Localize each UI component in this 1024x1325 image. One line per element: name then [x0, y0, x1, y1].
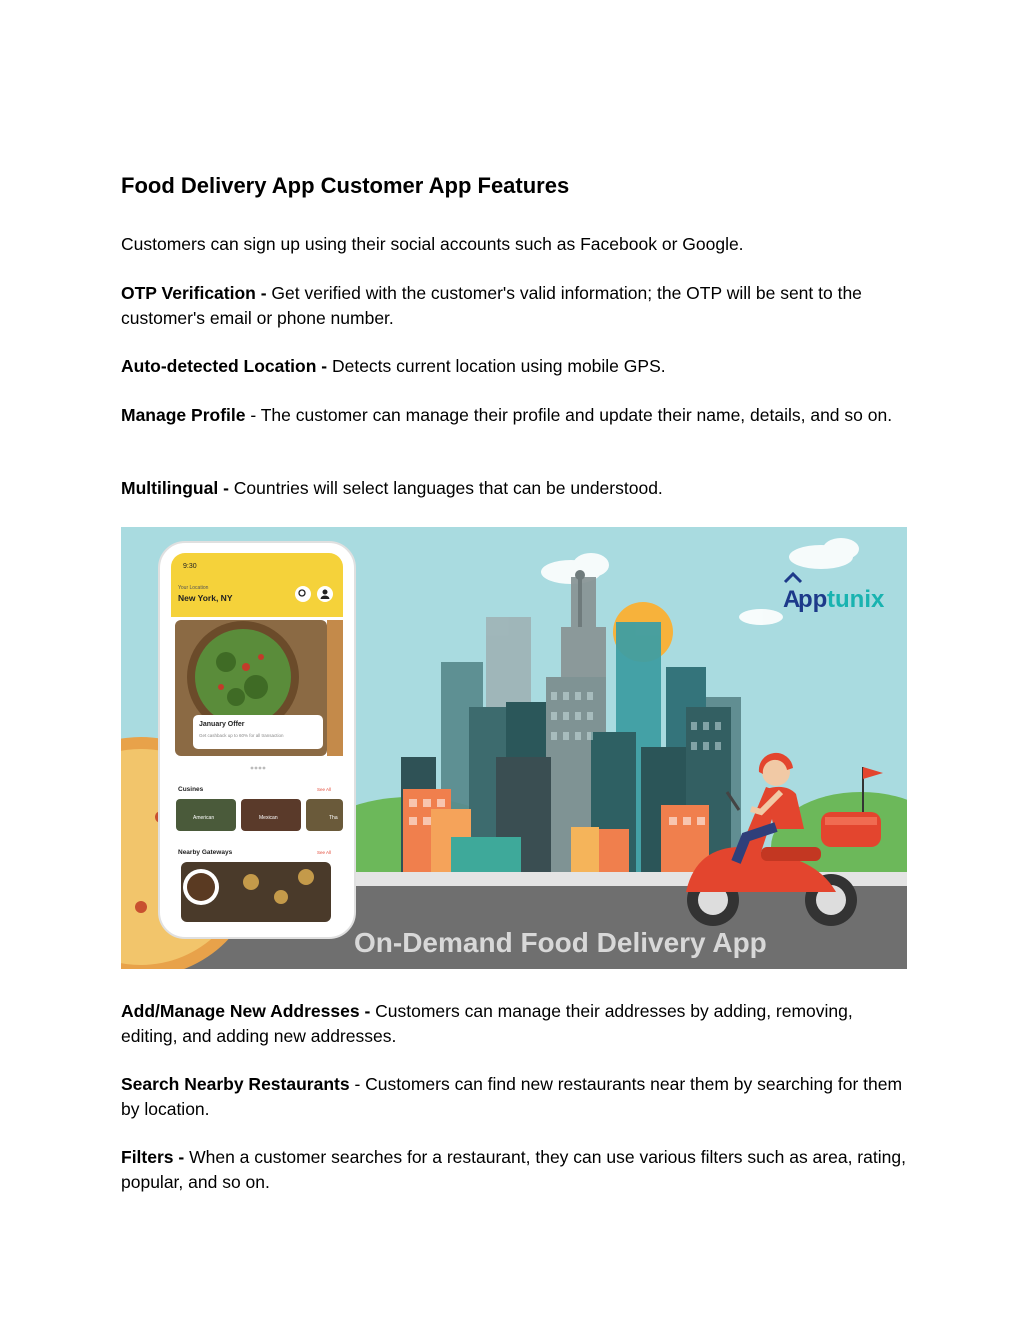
- feature-title: Search Nearby Restaurants: [121, 1074, 350, 1094]
- intro-paragraph: Customers can sign up using their social accounts such as Facebook or Google.: [121, 234, 744, 254]
- phone-cuisine-item: Tha: [329, 815, 338, 821]
- feature-text: Detects current location using mobile GPS.: [327, 356, 666, 376]
- svg-text:tunix: tunix: [827, 586, 885, 613]
- phone-nearby-label: Nearby Gateways: [178, 849, 233, 856]
- feature-add-manage-addresses: [121, 999, 911, 1048]
- phone-see-all: See All: [317, 850, 332, 855]
- feature-title: Filters -: [121, 1147, 185, 1167]
- feature-title: OTP Verification -: [121, 283, 267, 303]
- banner-caption: On-Demand Food Delivery App: [354, 927, 767, 958]
- feature-title: Manage Profile: [121, 405, 246, 425]
- feature-otp-verification: [121, 281, 911, 330]
- phone-time: 9:30: [183, 563, 197, 570]
- food-delivery-banner-image: [121, 527, 907, 969]
- phone-offer-title: January Offer: [199, 721, 245, 728]
- phone-mockup: [159, 542, 355, 938]
- phone-cuisine-item: Mexican: [259, 815, 278, 821]
- feature-filters: [121, 1145, 911, 1194]
- feature-manage-profile: [121, 403, 911, 428]
- phone-cuisine-item: American: [193, 815, 215, 821]
- phone-location-label: Your Location: [178, 585, 209, 591]
- feature-title: Multilingual -: [121, 478, 229, 498]
- feature-auto-detected-location: [121, 354, 911, 379]
- feature-text: Countries will select languages that can be understood.: [228, 478, 663, 498]
- page-title: Food Delivery App Customer App Features: [121, 173, 570, 198]
- phone-offer-sub: Get cashback up to 60% for all transaction: [199, 733, 284, 738]
- feature-multilingual: [121, 476, 911, 501]
- feature-text: Customers can manage their addresses by adding, removing, editing, and adding new addresses.: [121, 1001, 853, 1046]
- feature-title: Add/Manage New Addresses -: [121, 1001, 371, 1021]
- phone-cuisines-label: Cusines: [178, 786, 204, 793]
- phone-see-all: See All: [317, 787, 332, 792]
- feature-text: Get verified with the customer's valid information; the OTP will be sent to the customer's email or phone number.: [121, 283, 862, 328]
- feature-text: - The customer can manage their profile and update their name, details, and so on.: [245, 405, 893, 425]
- feature-text: - Customers can find new restaurants near them by searching for them by location.: [121, 1074, 903, 1119]
- svg-text:pp: pp: [798, 586, 828, 613]
- svg-text:A: A: [783, 586, 801, 613]
- phone-location-value: New York, NY: [178, 593, 233, 603]
- feature-title: Auto-detected Location -: [121, 356, 328, 376]
- feature-search-nearby-restaurants: [121, 1072, 911, 1121]
- search-icon: [295, 586, 311, 602]
- feature-text: When a customer searches for a restaurant, they can use various filters such as area, rating, popular, and so on.: [121, 1147, 906, 1192]
